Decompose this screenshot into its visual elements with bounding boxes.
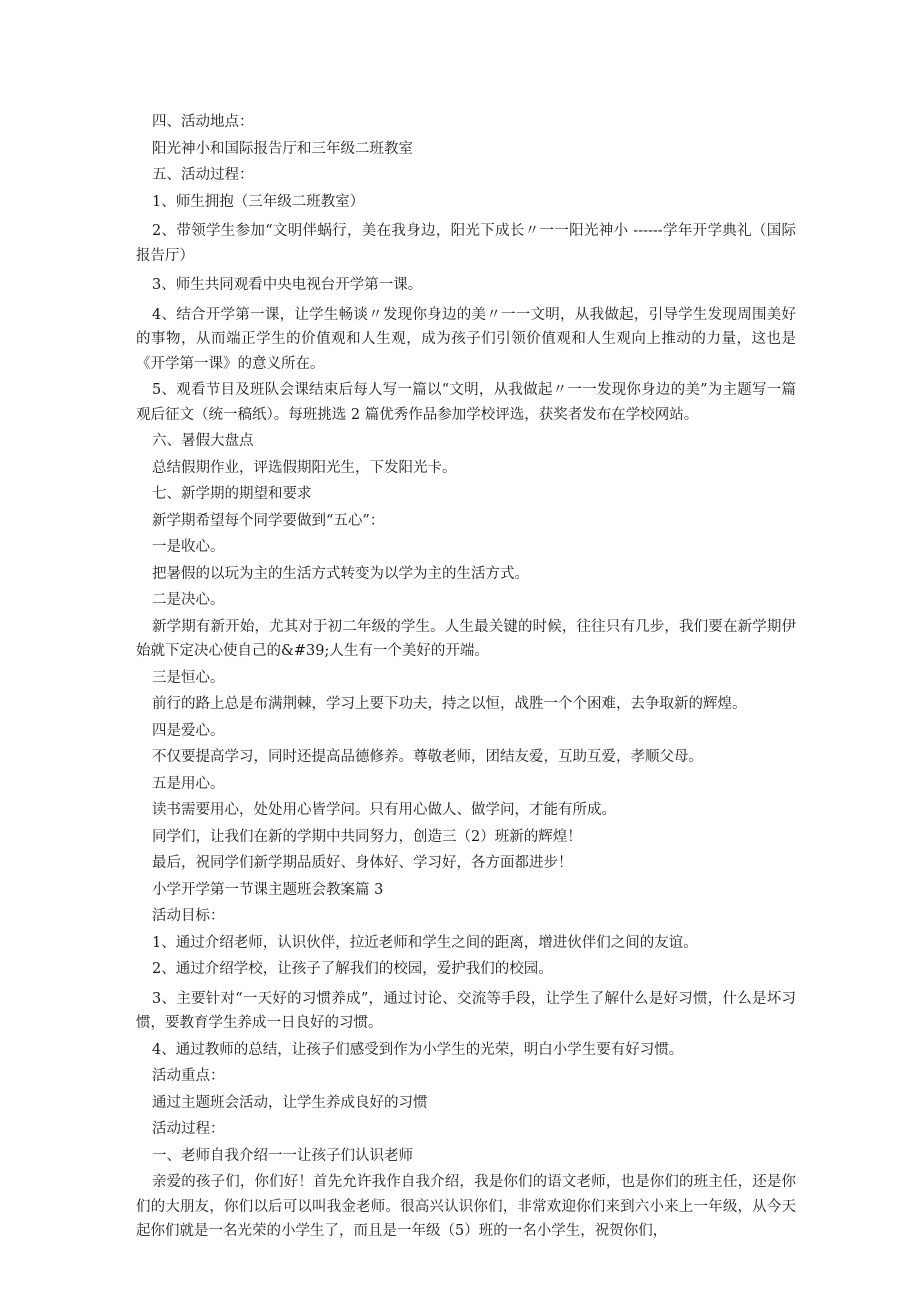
paragraph: 总结假期作业，评选假期阳光生，下发阳光卡。 — [152, 459, 457, 476]
paragraph: 同学们，让我们在新的学期中共同努力，创造三（2）班新的辉煌！ — [152, 828, 582, 845]
paragraph: 通过主题班会活动，让学生养成良好的习惯 — [152, 1094, 428, 1111]
list-item: 3、师生共同观看中央电视台开学第一课。 — [152, 277, 423, 293]
paragraph: 把暑假的以玩为主的生活方式转变为以学为主的生活方式。 — [152, 565, 529, 582]
paragraph: 三是恒心。 — [152, 669, 225, 686]
list-item: 2、带领学生参加“文明伴蜗行，美在我身边，阳光下成长〃一一阳光神小 ------学年开学典礼（国际报告厅） — [136, 223, 796, 264]
section-heading-location: 四、活动地点： — [152, 114, 254, 130]
section-heading-activity-process: 活动过程： — [152, 1121, 225, 1137]
list-item: 2、通过介绍学校，让孩子了解我们的校园，爱护我们的校园。 — [152, 961, 553, 977]
paragraph: 前行的路上总是布满荆棘，学习上要下功夫，持之以恒，战胜一个个困难，去争取新的辉煌。 — [152, 696, 747, 712]
paragraph: 读书需要用心，处处用心皆学问。只有用心做人、做学问，才能有所成。 — [152, 802, 616, 818]
section-heading-goals: 活动目标： — [152, 908, 225, 924]
section-heading-summer: 六、暑假大盘点 — [152, 433, 254, 449]
paragraph: 不仅要提高学习，同时还提高品德修养。尊敬老师，团结友爱，互助互爱，孝顺父母。 — [152, 749, 703, 765]
list-item: 1、师生拥抱（三年级二班教室） — [152, 193, 365, 210]
list-item: 5、观看节目及班队会课结束后每人写一篇以“文明，从我做起〃一一发现你身边的美”为主题写一篇观后征文（统一稿纸）。每班挑选 2 篇优秀作品参加学校评选，获奖者发布在学校网站。 — [136, 382, 796, 423]
list-item: 3、主要针对“一天好的习惯养成”，通过讨论、交流等手段，让学生了解什么是好习惯，什么是坏习惯，要教育学生养成一日良好的习惯。 — [136, 990, 796, 1031]
paragraph: 新学期希望每个同学要做到“五心”： — [152, 512, 385, 529]
paragraph: 新学期有新开始，尤其对于初二年级的学生。人生最关键的时候，往往只有几步，我们要在新学期伊始就下定决心使自己的&#39;人生有一个美好的开端。 — [136, 618, 796, 659]
paragraph-location: 阳光神小和国际报告厅和三年级二班教室 — [152, 140, 413, 157]
paragraph: 一是收心。 — [152, 539, 225, 555]
section-heading-process: 五、活动过程： — [152, 167, 254, 183]
list-item: 4、结合开学第一课，让学生畅谈〃发现你身边的美〃一一文明，从我做起，引导学生发现周围美好的事物，从而端正学生的价值观和人生观，成为孩子们引领价值观和人生观向上推动的力量，这也是《开学第一课》的意义所在。 — [136, 306, 796, 372]
paragraph: 二是决心。 — [152, 592, 225, 608]
section-heading-teacher-intro: 一、老师自我介绍一一让孩子们认识老师 — [152, 1147, 413, 1164]
document-page — [136, 110, 796, 1244]
paragraph: 四是爱心。 — [152, 722, 225, 739]
list-item: 1、通过介绍老师，认识伙伴，拉近老师和学生之间的距离，增进伙伴们之间的友谊。 — [152, 934, 698, 951]
paragraph: 亲爱的孩子们，你们好！首先允许我作自我介绍，我是你们的语文老师，也是你们的班主任，还是你们的大朋友，你们以后可以叫我金老师。很高兴认识你们，非常欢迎你们来到六小来上一年级，从今天起你们就是一名光荣的小学生了，而且是一年级（5）班的一名小学生，祝贺你们， — [136, 1174, 796, 1239]
paragraph: 五是用心。 — [152, 775, 225, 792]
section-heading-focus: 活动重点： — [152, 1068, 225, 1084]
list-item: 4、通过教师的总结，让孩子们感受到作为小学生的光荣，明白小学生要有好习惯。 — [152, 1041, 684, 1058]
article-title: 小学开学第一节课主题班会教案篇 3 — [152, 881, 384, 898]
section-heading-expectations: 七、新学期的期望和要求 — [152, 486, 312, 502]
paragraph: 最后，祝同学们新学期品质好、身体好、学习好，各方面都进步！ — [152, 855, 573, 871]
